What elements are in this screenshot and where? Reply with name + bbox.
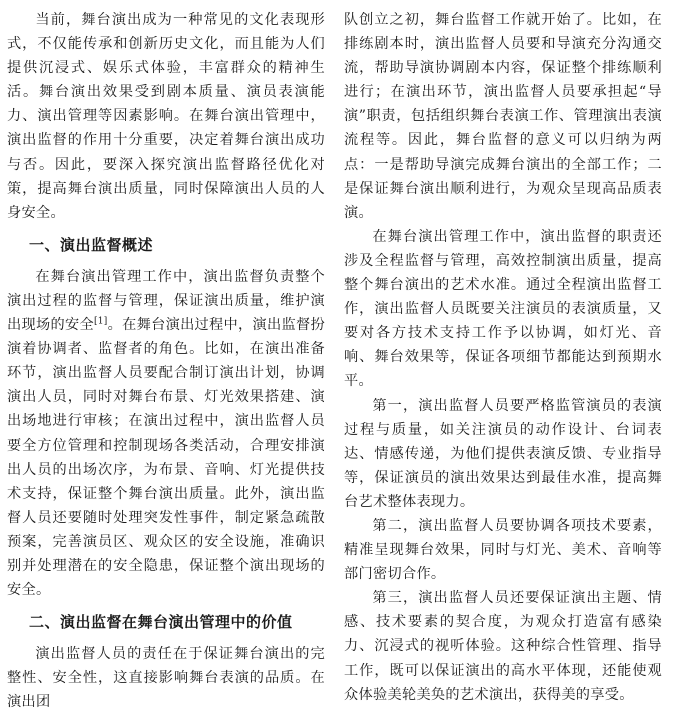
responsibility-paragraph: 在舞台演出管理工作中，演出监督的职责还涉及全程监督与管理，高效控制演出质量，提高整个舞台演出的艺术水准。通过全程演出监督工作，演出监督人员既要关注演员的表演质量，又要对各方技术支持工作予以协调，如灯光、音响、舞台效果等，保证各项细节都能达到预期水平。: [344, 228, 662, 390]
point-three-paragraph: 第三，演出监督人员还要保证演出主题、情感、技术要素的契合度，为观众打造富有感染力、沉浸式的视听体验。这种综合性管理、指导工作，既可以保证演出的高水平体现，还能使观众体验美轮美奂的艺术演出，获得美的享受。: [344, 590, 662, 703]
overview-text-part1: 在舞台演出管理工作中，演出监督负责整个演出过程的监督与管理，保证演出质量，维护演出现场的安全: [7, 268, 325, 334]
overview-paragraph: [7, 265, 325, 602]
section-heading-overview: 一、演出监督概述: [29, 235, 154, 254]
value-paragraph-start: 演出监督人员的责任在于保证舞台演出的完整性、安全性，这直接影响舞台表演的品质。在演出团: [7, 646, 325, 711]
value-paragraph-continued: 队创立之初，舞台监督工作就开始了。比如，在排练剧本时，演出监督人员要和导演充分沟通交流，帮助导演协调剧本内容，保证整个排练顺利进行；在演出环节，演出监督人员要承担起“导演”职责，包括组织舞台表演工作、管理演出表演流程等。因此，舞台监督的意义可以归纳为两点：一是帮助导演完成舞台演出的全部工作；二是保证舞台演出顺利进行，为观众呈现高品质表演。: [344, 12, 662, 221]
overview-text-part2: 。在舞台演出过程中，演出监督扮演着协调者、监督者的角色。比如，在演出准备环节，演出监督人员要配合制订演出计划，协调演出人员，同时对舞台布景、灯光效果搭建、演出场地进行审核；在演出过程中，演出监督人员要全方位管理和控制现场各类活动，合理安排演出人员的出场次序，为布景、音响、灯光提供技术支持，保证整个舞台演出质量。此外，演出监督人员还要随时处理突发性事件，制定紧急疏散预案，完善演员区、观众区的安全设施，准确识别并处理潜在的安全隐患，保证整个演出现场的安全。: [7, 317, 325, 599]
intro-paragraph: 当前，舞台演出成为一种常见的文化表现形式，不仅能传承和创新历史文化，而且能为人们提供沉浸式、娱乐式体验，丰富群众的精神生活。舞台演出效果受到剧本质量、演员表演能力、演出管理等因素影响。在舞台演出管理中，演出监督的作用十分重要，决定着舞台演出成功与否。因此，要深入探究演出监督路径优化对策，提高舞台演出质量，同时保障演出人员的人身安全。: [7, 12, 325, 221]
section-heading-value: 二、演出监督在舞台演出管理中的价值: [29, 613, 293, 632]
point-one-paragraph: 第一，演出监督人员要严格监管演员的表演过程与质量，如关注演员的动作设计、台词表达、情感传递，为他们提供表演反馈、专业指导等，保证演员的演出效果达到最佳水准，提高舞台艺术整体表现力。: [344, 397, 662, 510]
citation-ref: [1]: [93, 316, 108, 327]
point-two-paragraph: 第二，演出监督人员要协调各项技术要素，精准呈现舞台效果，同时与灯光、美术、音响等部门密切合作。: [344, 517, 662, 583]
left-column: [7, 8, 325, 714]
right-column: [344, 8, 662, 707]
